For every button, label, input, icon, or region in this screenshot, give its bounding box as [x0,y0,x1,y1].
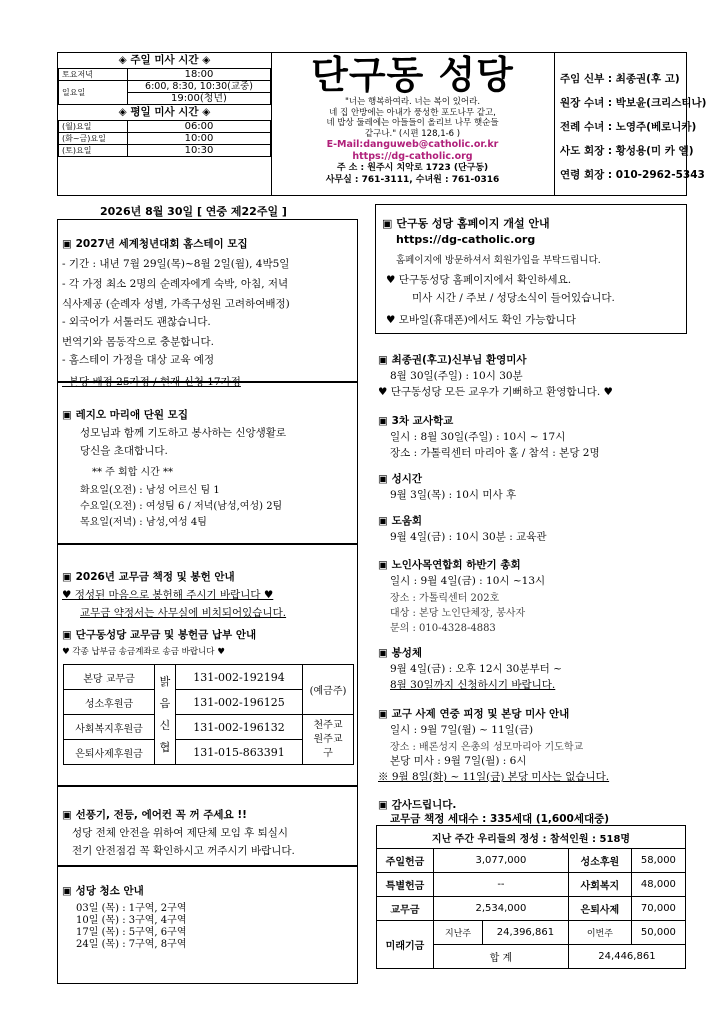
section-title: ▣ 단구동 성당 홈페이지 개설 안내 [382,217,550,230]
notice-line: 8월 30일까지 신청하시기 바랍니다. [390,679,556,691]
dues-section [57,544,358,786]
notice-title: ▣ 3차 교사학교 [378,415,454,427]
cleaning-section [57,866,358,984]
phone: 사무실 : 761-3111, 수녀원 : 761-0316 [325,174,500,185]
homepage-url[interactable]: https://dg-catholic.org [396,233,536,246]
notice-line: 일시 : 8월 30일(주일) : 10시 ~ 17시 [390,431,566,443]
table-row: 합 계 24,446,861 [377,945,686,969]
staff-list [555,53,707,195]
notice-line: 9월 4일(금) : 오후 12시 30분부터 ~ [390,663,562,675]
section-title: ▣ 단구동성당 교무금 및 봉헌금 납부 안내 [62,629,257,641]
subtitle: ** 주 회합 시간 ** [92,467,174,478]
address: 주 소 : 원주시 치악로 1723 (단구동) [336,163,489,173]
notice-line: ※ 9월 8일(화) ~ 11일(금) 본당 미사는 없습니다. [378,771,610,783]
notice-line: 본당 미사 : 9월 7일(월) : 6시 [390,755,527,767]
text-line: - 홈스테이 가정을 대상 교육 예정 [62,354,215,366]
table-row: 일요일 6:00, 8:30, 10:30(교중) [59,81,271,93]
staff-item: 연령 회장 : 010-2962-5343 [560,169,705,181]
table-row: 특별헌금 -- 사회복지 48,000 [377,873,686,897]
section-title: ▣ 레지오 마리애 단원 모집 [62,409,188,421]
text-line: 03일 (목) : 1구역, 2구역 [76,903,187,914]
text-line: ♥ 모바일(휴대폰)에서도 확인 가능합니다 [386,314,576,326]
notice-line: 장소 : 가톨릭센터 마리아 홀 / 참석 : 본당 2명 [390,447,600,459]
mass-times [58,53,272,195]
sunday-mass-title: ◈ 주일 미사 시간 ◈ [118,54,211,66]
notice-line: 9월 3일(목) : 10시 미사 후 [390,489,517,501]
parish-name: 단구동 성당 [311,53,514,97]
quota-line: - 본당 배정 25가정 / 현재 신청 17가정 [62,376,241,388]
email-link[interactable]: E-Mail:danguweb@catholic.or.kr [326,139,499,150]
notice-line: 문의 : 010-4328-4883 [390,623,496,634]
text-line: 10일 (목) : 3구역, 4구역 [76,915,187,926]
quote-line: 네 밥상 둘레에는 아들들이 올리브 나무 햇순들 [326,118,499,128]
table-row: 19:00(청년) [59,93,271,105]
wyd-homestay-section [57,219,358,388]
weekday-mass-title: ◈ 평일 미사 시간 ◈ [118,106,211,118]
quote-line: 네 집 안방에는 아내가 풍성한 포도나무 같고, [329,107,496,118]
text-line: 목요일(저녁) : 남성,여성 4팀 [80,517,207,528]
text-line: - 각 가정 최소 2명의 순례자에게 숙박, 아침, 저녁 [62,278,289,290]
section-title: ▣ 선풍기, 전등, 에어컨 꼭 꺼 주세요 !! [62,809,247,821]
notice-title: ▣ 봉성체 [378,647,423,659]
text-line: 당신을 초대합니다. [80,445,168,457]
section-title: ▣ 2027년 세계청년대회 홈스테이 모집 [62,238,248,250]
sunday-mass-table [58,68,271,105]
legio-section [57,382,358,544]
homepage-section [375,204,687,334]
date-line: 2026년 8월 30일 [ 연중 제22주일 ] [100,205,287,218]
weekday-mass-table [58,120,271,157]
notice-line: 일시 : 9월 7일(월) ~ 11일(금) [390,724,534,736]
table-row: 주일헌금 3,077,000 성소후원 58,000 [377,849,686,873]
thanks-title: ▣ 감사드립니다. [378,799,457,811]
text-line: ♥ 단구동성당 홈페이지에서 확인하세요. [386,274,572,286]
section-title: ▣ 성당 청소 안내 [62,885,144,897]
note: ♥ 각종 납부금 송금계좌로 송금 바랍니다 ♥ [62,647,225,657]
text-line: - 외국어가 서툴러도 괜찮습니다. [62,316,211,328]
table-row: (토)요일 10:30 [59,145,271,157]
text-line: - 기간 : 내년 7월 29일(목)~8월 2일(월), 4박5일 [62,258,290,270]
notice-title: ▣ 도움회 [378,515,423,527]
staff-item: 전례 수녀 : 노영주(베로니카) [560,121,697,133]
text-line: 24일 (목) : 7구역, 8구역 [76,939,187,950]
text-line: 17일 (목) : 5구역, 6구역 [76,927,187,938]
text-line: 미사 시간 / 주보 / 성당소식이 들어있습니다. [412,292,615,304]
table-row: 성소후원금 131-002-196125 [64,690,354,715]
notice-line: 일시 : 9월 4일(금) : 10시 ~13시 [390,575,546,587]
text-line: 전기 안전점검 꼭 확인하시고 꺼주시기 바랍니다. [72,845,295,857]
accounts-table [63,664,354,765]
thanks-subtitle: 교무금 책정 세대수 : 335세대 (1,600세대중) [390,813,610,825]
text-line: 성모님과 함께 기도하고 봉사하는 신앙생활로 [80,427,287,439]
text-line: 홈페이지에 방문하셔서 회원가입을 부탁드립니다. [396,255,601,266]
staff-item: 주임 신부 : 최종권(후 고) [560,73,680,85]
notice-line: ♥ 단구동성당 모든 교우가 기뻐하고 환영합니다. ♥ [378,386,613,398]
staff-item: 사도 회장 : 황성용(미 카 엘) [560,145,694,157]
notice-line: 8월 30일(주일) : 10시 30분 [390,370,523,382]
parish-title-box [271,53,555,195]
notice-title: ▣ 노인사목연합회 하반기 총회 [378,559,521,571]
table-row: 사회복지후원금 131-002-196132 천주교 원주교 구 [64,715,354,740]
notice-line: 9월 4일(금) : 10시 30분 : 교육관 [390,531,547,543]
notice-line: 대상 : 본당 노인단체장, 봉사자 [390,608,526,619]
text-line: 교무금 약정서는 사무실에 비치되어있습니다. [80,607,287,619]
text-line: ♥ 정성된 마음으로 봉헌해 주시기 바랍니다 ♥ [62,589,274,601]
notice-title: ▣ 성시간 [378,473,423,485]
table-row: 토요저녁 18:00 [59,69,271,81]
text-line: 식사제공 (순례자 성별, 가족구성원 고려하여배정) [62,298,290,310]
table-row: 교무금 2,534,000 은퇴사제 70,000 [377,897,686,921]
table-row: 본당 교무금 밝 음 신 협 131-002-192194 (예금주) [64,665,354,690]
text-line: 성당 전체 안전을 위하여 제단체 모임 후 퇴실시 [72,827,289,839]
quote-line: "너는 행복하여라. 너는 복이 있어라. [344,97,481,107]
website-link[interactable]: https://dg-catholic.org [352,151,473,162]
notice-title: ▣ 최종권(후고)신부님 환영미사 [378,354,527,366]
notice-line: 장소 : 배론성지 은총의 성모마리아 기도학교 [390,742,584,753]
text-line: 화요일(오전) : 남성 어르신 팀 1 [80,485,220,496]
table-row: (월)요일 06:00 [59,121,271,133]
offerings-table [376,825,686,969]
table-row: 은퇴사제후원금 131-015-863391 [64,740,354,765]
staff-item: 원장 수녀 : 박보윤(크리스티나) [560,97,707,109]
table-row: (화~금)요일 10:00 [59,133,271,145]
notice-title: ▣ 교구 사제 연중 피정 및 본당 미사 안내 [378,708,570,720]
text-line: 번역기와 몸동작으로 충분합니다. [62,336,215,348]
notice-line: 장소 : 가톨릭센터 202호 [390,593,500,604]
table-row: 지난 주간 우리들의 정성 : 참석인원 : 518명 [377,826,686,849]
quote-line: 같구나." (시편 128,1-6 ) [364,128,461,139]
power-off-section [57,786,358,866]
bulletin-header [57,52,707,196]
section-title: ▣ 2026년 교무금 책정 및 봉헌 안내 [62,571,235,583]
text-line: 수요일(오전) : 여성팀 6 / 저녁(남성,여성) 2팀 [80,501,283,512]
table-row: 미래기금 지난주 24,396,861 이번주 50,000 [377,921,686,945]
